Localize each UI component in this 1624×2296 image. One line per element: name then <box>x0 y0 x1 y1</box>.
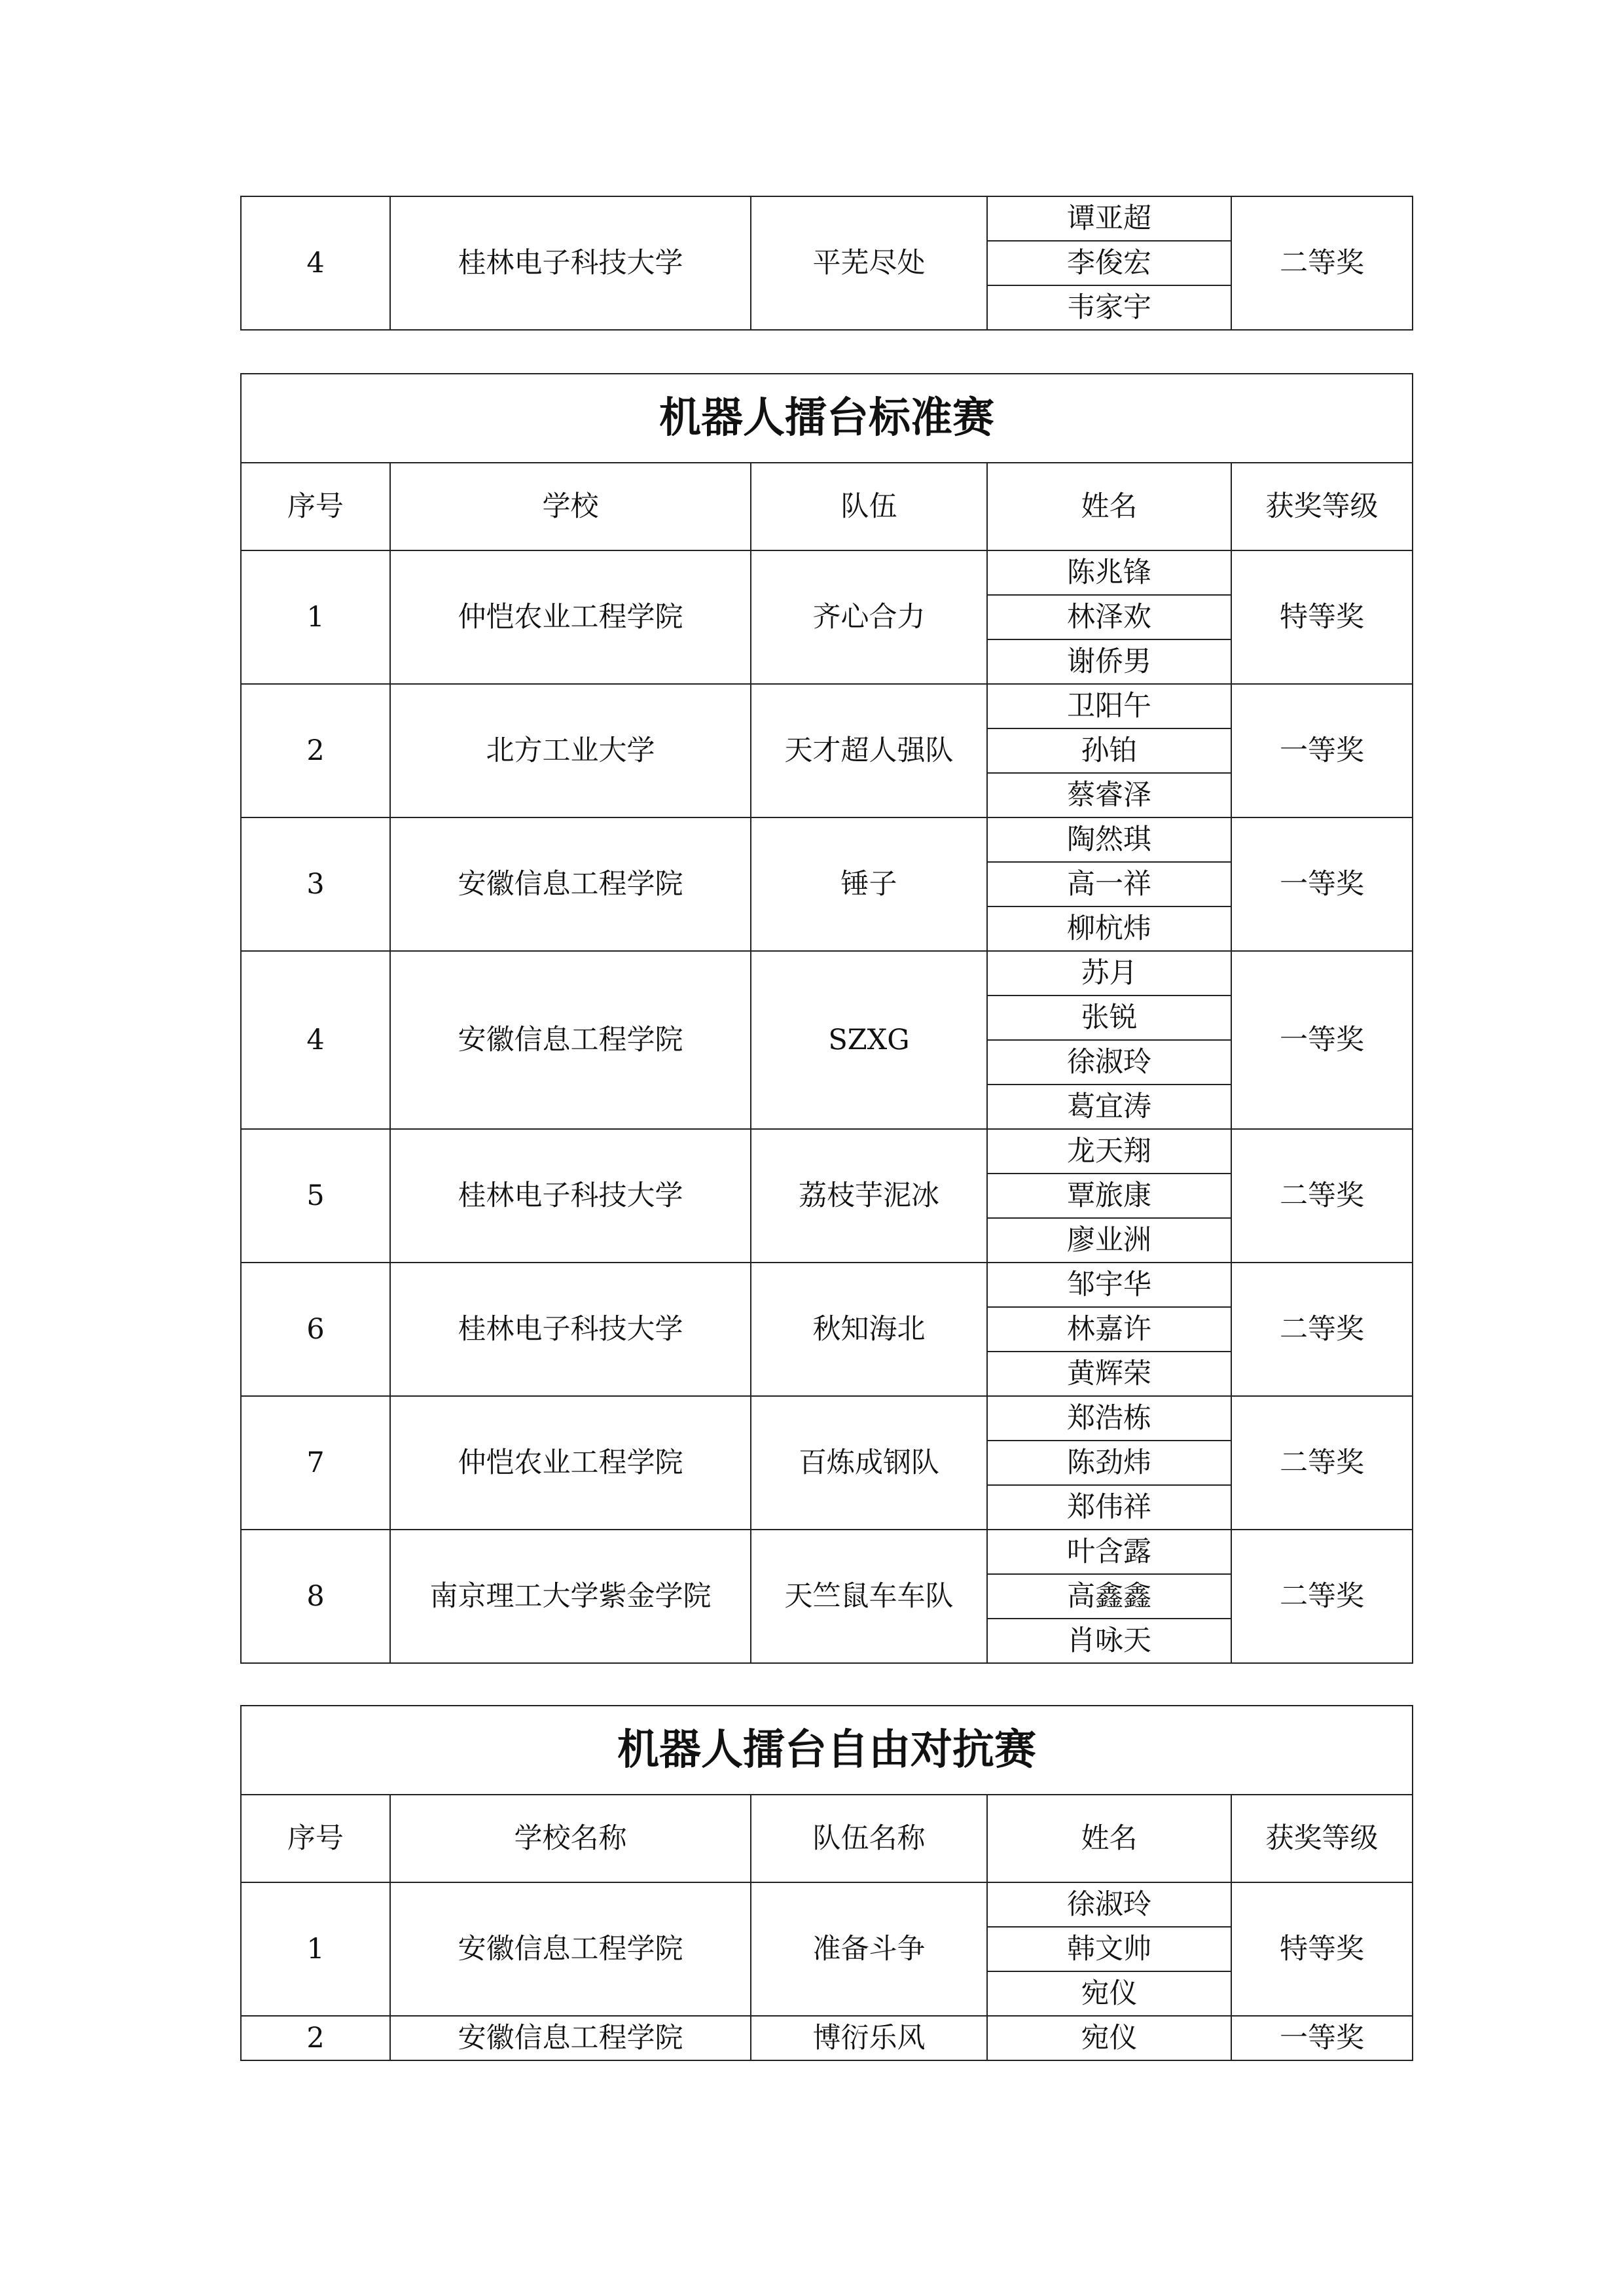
row-number: 1 <box>241 550 390 684</box>
member-name: 林泽欢 <box>987 595 1231 639</box>
member-name: 蔡睿泽 <box>987 773 1231 817</box>
team-name: 准备斗争 <box>751 1882 987 2016</box>
row-number: 4 <box>241 951 390 1129</box>
table-row <box>241 1396 1413 1441</box>
table-title: 机器人擂台自由对抗赛 <box>241 1706 1413 1795</box>
award-level: 一等奖 <box>1231 2016 1413 2060</box>
member-name: 韦家宇 <box>987 285 1231 330</box>
row-number: 1 <box>241 1882 390 2016</box>
table-row <box>241 550 1413 595</box>
table-title: 机器人擂台标准赛 <box>241 374 1413 463</box>
table-row <box>241 684 1413 728</box>
team-name: 博衍乐风 <box>751 2016 987 2060</box>
school-name: 安徽信息工程学院 <box>390 2016 751 2060</box>
member-name: 柳杭炜 <box>987 906 1231 951</box>
member-name: 谢侨男 <box>987 639 1231 684</box>
header-award: 获奖等级 <box>1231 463 1413 550</box>
member-name: 龙天翔 <box>987 1129 1231 1174</box>
school-name: 安徽信息工程学院 <box>390 951 751 1129</box>
member-name: 肖咏天 <box>987 1619 1231 1663</box>
school-name: 桂林电子科技大学 <box>390 1263 751 1396</box>
member-name: 徐淑玲 <box>987 1882 1231 1927</box>
school-name: 仲恺农业工程学院 <box>390 550 751 684</box>
team-name: 锤子 <box>751 817 987 951</box>
row-number: 3 <box>241 817 390 951</box>
member-name: 林嘉许 <box>987 1307 1231 1352</box>
award-level: 特等奖 <box>1231 550 1413 684</box>
member-name: 张锐 <box>987 996 1231 1040</box>
free-match-table <box>240 1705 1413 2061</box>
member-name: 宛仪 <box>987 2016 1231 2060</box>
school-name: 桂林电子科技大学 <box>390 1129 751 1263</box>
award-level: 二等奖 <box>1231 1129 1413 1263</box>
table-row <box>241 1129 1413 1174</box>
school-name: 桂林电子科技大学 <box>390 196 751 330</box>
header-award: 获奖等级 <box>1231 1795 1413 1882</box>
standard-match-table <box>240 373 1413 1664</box>
row-number: 8 <box>241 1530 390 1663</box>
table-row <box>241 2016 1413 2060</box>
member-name: 孙铂 <box>987 728 1231 773</box>
member-name: 李俊宏 <box>987 241 1231 285</box>
member-name: 高鑫鑫 <box>987 1574 1231 1619</box>
header-school: 学校 <box>390 463 751 550</box>
member-name: 高一祥 <box>987 862 1231 906</box>
member-name: 覃旅康 <box>987 1174 1231 1218</box>
award-level: 一等奖 <box>1231 817 1413 951</box>
member-name: 苏月 <box>987 951 1231 996</box>
award-level: 二等奖 <box>1231 196 1413 330</box>
member-name: 黄辉荣 <box>987 1352 1231 1396</box>
team-name: SZXG <box>751 951 987 1129</box>
member-name: 叶含露 <box>987 1530 1231 1574</box>
member-name: 宛仪 <box>987 1971 1231 2016</box>
school-name: 南京理工大学紫金学院 <box>390 1530 751 1663</box>
header-name: 姓名 <box>987 463 1231 550</box>
member-name: 陶然琪 <box>987 817 1231 862</box>
header-no: 序号 <box>241 463 390 550</box>
member-name: 陈兆锋 <box>987 550 1231 595</box>
table-row <box>241 196 1413 241</box>
header-row <box>241 463 1413 550</box>
member-name: 邹宇华 <box>987 1263 1231 1307</box>
award-level: 一等奖 <box>1231 684 1413 817</box>
award-level: 特等奖 <box>1231 1882 1413 2016</box>
table-row <box>241 1882 1413 1927</box>
member-name: 谭亚超 <box>987 196 1231 241</box>
row-number: 2 <box>241 2016 390 2060</box>
school-name: 北方工业大学 <box>390 684 751 817</box>
team-name: 天才超人强队 <box>751 684 987 817</box>
header-name: 姓名 <box>987 1795 1231 1882</box>
row-number: 2 <box>241 684 390 817</box>
row-number: 5 <box>241 1129 390 1263</box>
school-name: 安徽信息工程学院 <box>390 1882 751 2016</box>
member-name: 廖业洲 <box>987 1218 1231 1263</box>
member-name: 郑浩栋 <box>987 1396 1231 1441</box>
school-name: 安徽信息工程学院 <box>390 817 751 951</box>
team-name: 齐心合力 <box>751 550 987 684</box>
member-name: 徐淑玲 <box>987 1040 1231 1085</box>
award-level: 二等奖 <box>1231 1530 1413 1663</box>
header-no: 序号 <box>241 1795 390 1882</box>
header-team: 队伍名称 <box>751 1795 987 1882</box>
award-level: 二等奖 <box>1231 1396 1413 1530</box>
member-name: 陈劲炜 <box>987 1441 1231 1485</box>
row-number: 6 <box>241 1263 390 1396</box>
row-number: 7 <box>241 1396 390 1530</box>
table-row <box>241 1530 1413 1574</box>
team-name: 平芜尽处 <box>751 196 987 330</box>
award-table-continued <box>240 196 1413 331</box>
school-name: 仲恺农业工程学院 <box>390 1396 751 1530</box>
team-name: 百炼成钢队 <box>751 1396 987 1530</box>
member-name: 韩文帅 <box>987 1927 1231 1971</box>
table-row <box>241 817 1413 862</box>
row-number: 4 <box>241 196 390 330</box>
header-row <box>241 1795 1413 1882</box>
team-name: 荔枝芋泥冰 <box>751 1129 987 1263</box>
team-name: 天竺鼠车车队 <box>751 1530 987 1663</box>
award-level: 二等奖 <box>1231 1263 1413 1396</box>
team-name: 秋知海北 <box>751 1263 987 1396</box>
table-row <box>241 951 1413 996</box>
table-row <box>241 1263 1413 1307</box>
member-name: 葛宜涛 <box>987 1085 1231 1129</box>
header-team: 队伍 <box>751 463 987 550</box>
header-school: 学校名称 <box>390 1795 751 1882</box>
member-name: 郑伟祥 <box>987 1485 1231 1530</box>
member-name: 卫阳午 <box>987 684 1231 728</box>
award-level: 一等奖 <box>1231 951 1413 1129</box>
